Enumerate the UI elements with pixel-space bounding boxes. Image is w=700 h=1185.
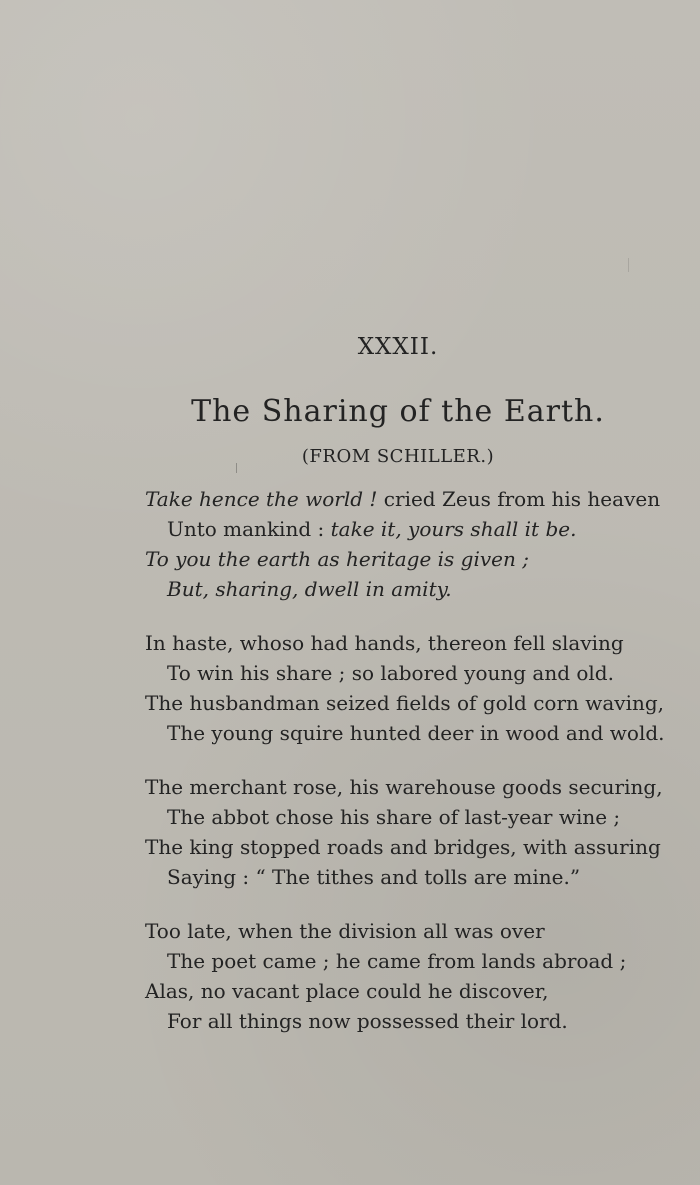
- poem-line-italic-part: take it, yours shall it be.: [324, 517, 577, 541]
- poem-line: The merchant rose, his warehouse goods securing,: [145, 775, 663, 799]
- poem-line: The king stopped roads and bridges, with assuring: [145, 835, 661, 859]
- poem-line: For all things now possessed their lord.: [167, 1009, 568, 1033]
- poem-line: [145, 514, 665, 544]
- poem-line: Too late, when the division all was over: [145, 919, 545, 943]
- paper-speck: [628, 258, 629, 272]
- poem-line: To win his share ; so labored young and old.: [167, 661, 614, 685]
- poem-line-italic-part: Take hence the world !: [145, 487, 378, 511]
- poem-line: Saying : “ The tithes and tolls are mine.”: [167, 865, 581, 889]
- poem-line: In haste, whoso had hands, thereon fell slaving: [145, 631, 624, 655]
- poem-line: The husbandman seized fields of gold corn waving,: [145, 691, 665, 715]
- stanza-2: [145, 628, 665, 748]
- poem-line: The young squire hunted deer in wood and wold.: [167, 721, 665, 745]
- paper-speck: [236, 463, 237, 473]
- paper-speck: [548, 1017, 549, 1025]
- poem-line-normal-part: cried Zeus from his heaven: [377, 487, 661, 511]
- stanza-4: [145, 916, 665, 1036]
- poem-subtitle: (FROM SCHILLER.): [301, 446, 495, 467]
- poem-line: To you the earth as heritage is given ;: [145, 547, 529, 571]
- poem-line-normal-part: Unto mankind :: [167, 517, 325, 541]
- poem-body: [145, 484, 665, 1060]
- poem-line: [145, 484, 665, 514]
- poem-line: The abbot chose his share of last-year wine ;: [167, 805, 621, 829]
- poem-title: The Sharing of the Earth.: [191, 394, 605, 429]
- poem-line: But, sharing, dwell in amity.: [167, 577, 452, 601]
- chapter-number: XXXII.: [357, 334, 439, 360]
- stanza-3: [145, 772, 665, 892]
- poem-line: The poet came ; he came from lands abroad ;: [167, 949, 627, 973]
- stanza-1: [145, 484, 665, 604]
- poem-line: Alas, no vacant place could he discover,: [145, 979, 549, 1003]
